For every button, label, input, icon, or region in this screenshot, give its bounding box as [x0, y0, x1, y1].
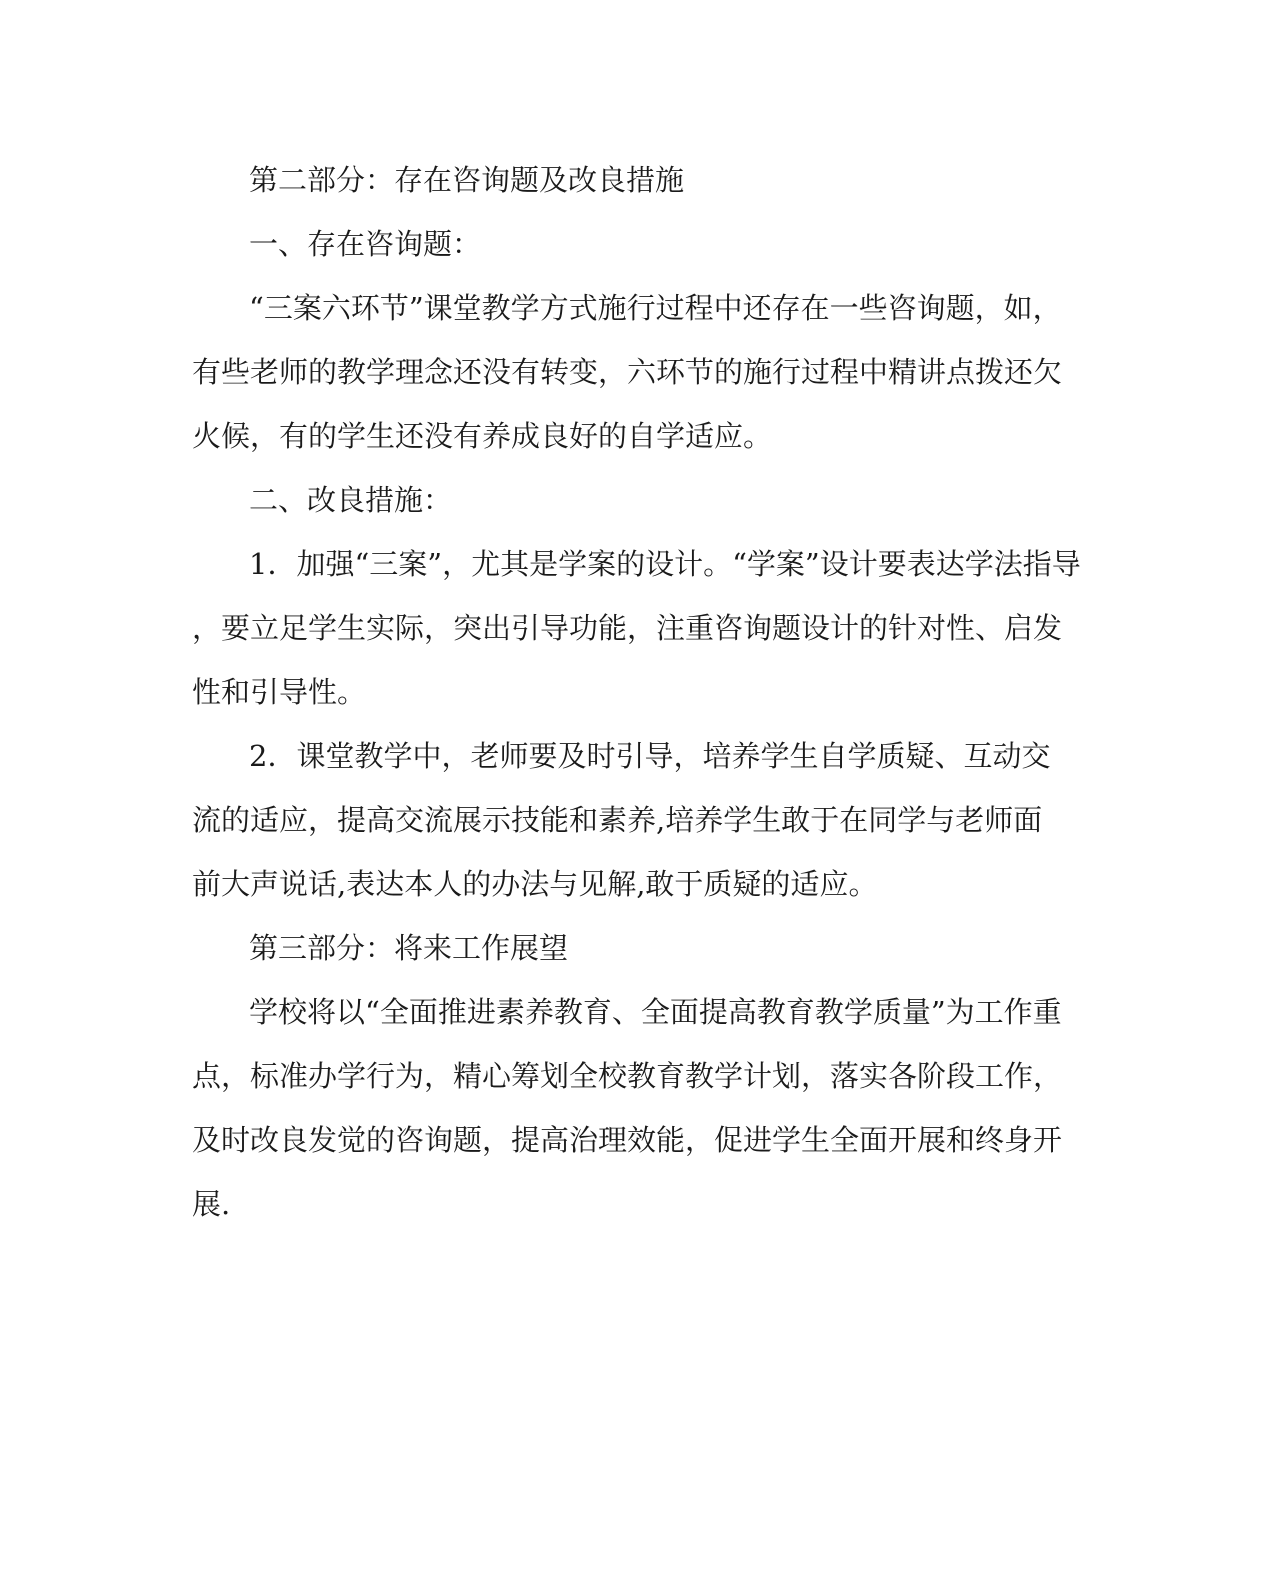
list-item-1-line: 1．加强“三案”，尤其是学案的设计。“学案”设计要表达学法指导	[249, 547, 1081, 581]
paragraph-line: 及时改良发觉的咨询题，提高治理效能，促进学生全面开展和终身开	[192, 1123, 1063, 1157]
paragraph-line: 学校将以“全面推进素养教育、全面提高教育教学质量”为工作重	[249, 995, 1062, 1029]
paragraph-line: “三案六环节”课堂教学方式施行过程中还存在一些咨询题，如，	[249, 291, 1062, 325]
subheading-problems: 一、存在咨询题：	[249, 227, 482, 261]
document-body	[192, 148, 1081, 1236]
subheading-measures: 二、改良措施：	[249, 483, 453, 517]
list-item-2-line: 2．课堂教学中，老师要及时引导，培养学生自学质疑、互动交	[249, 739, 1051, 773]
list-item-1-line: 性和引导性。	[192, 675, 367, 709]
list-item-1-line: ，要立足学生实际，突出引导功能，注重咨询题设计的针对性、启发	[192, 611, 1063, 645]
list-item-2-line: 流的适应，提高交流展示技能和素养,培养学生敢于在同学与老师面	[192, 803, 1043, 837]
list-item-2-line: 前大声说话,表达本人的办法与见解,敢于质疑的适应。	[192, 867, 878, 901]
paragraph-line: 火候，有的学生还没有养成良好的自学适应。	[192, 419, 773, 453]
section-heading-part-three: 第三部分：将来工作展望	[249, 931, 569, 965]
paragraph-line: 点，标准办学行为，精心筹划全校教育教学计划，落实各阶段工作，	[192, 1059, 1063, 1093]
paragraph-line: 展.	[192, 1187, 231, 1221]
section-heading-part-two: 第二部分：存在咨询题及改良措施	[249, 163, 685, 197]
paragraph-line: 有些老师的教学理念还没有转变，六环节的施行过程中精讲点拨还欠	[192, 355, 1063, 389]
